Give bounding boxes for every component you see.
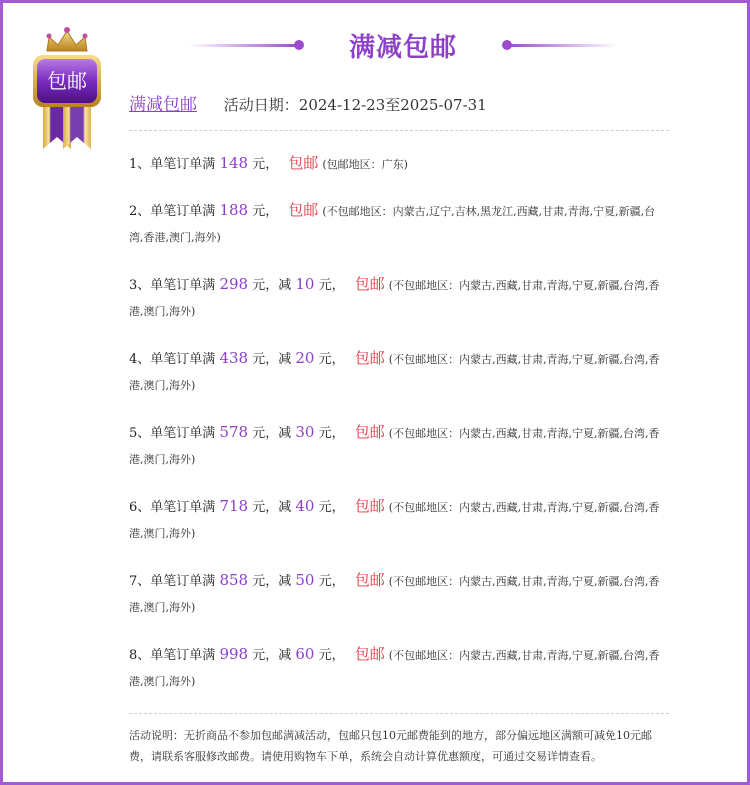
region-note: (不包邮地区：内蒙古,辽宁,吉林,黑龙江,西藏,甘肃,青海,宁夏,新疆,台湾,香港,澳门,海外)	[129, 205, 656, 244]
region-note: (不包邮地区：内蒙古,西藏,甘肃,青海,宁夏,新疆,台湾,香港,澳门,海外)	[129, 427, 660, 466]
promo-footnote: 活动说明：无折商品不参加包邮满减活动，包邮只包10元邮费能到的地方，部分偏远地区满额可减免10元邮费，请联系客服修改邮费。请使用购物车下单，系统会自动计算优惠额度，可通过交易详情查看。	[129, 729, 652, 763]
rule-item: 4、单笔订单满 438 元，减 20 元， 包邮 (不包邮地区：内蒙古,西藏,甘肃,青海,宁夏,新疆,台湾,香港,澳门,海外)	[129, 349, 660, 392]
badge-label: 包邮	[47, 69, 87, 93]
free-shipping-label: 包邮	[354, 423, 385, 441]
threshold-price: 578	[219, 423, 249, 441]
promo-header	[129, 90, 667, 115]
threshold-price: 438	[219, 349, 249, 367]
free-shipping-label: 包邮	[354, 275, 385, 293]
promo-date: 活动日期：2024-12-23至2025-07-31	[223, 96, 487, 114]
free-shipping-badge	[27, 21, 107, 161]
region-note: (不包邮地区：内蒙古,西藏,甘肃,青海,宁夏,新疆,台湾,香港,澳门,海外)	[129, 575, 660, 614]
region-note: (不包邮地区：内蒙古,西藏,甘肃,青海,宁夏,新疆,台湾,香港,澳门,海外)	[129, 501, 660, 540]
rule-item: 6、单笔订单满 718 元，减 40 元， 包邮 (不包邮地区：内蒙古,西藏,甘肃,青海,宁夏,新疆,台湾,香港,澳门,海外)	[129, 497, 660, 540]
divider-bottom	[129, 713, 669, 714]
promo-name-link[interactable]: 满减包邮	[129, 95, 197, 115]
discount-amount: 60	[295, 645, 315, 663]
divider-top	[129, 130, 669, 131]
crown-icon	[47, 27, 88, 51]
title-bar	[188, 25, 618, 65]
region-note: (不包邮地区：内蒙古,西藏,甘肃,青海,宁夏,新疆,台湾,香港,澳门,海外)	[129, 649, 660, 688]
discount-amount: 10	[295, 275, 315, 293]
rule-item: 2、单笔订单满 188 元， 包邮 (不包邮地区：内蒙古,辽宁,吉林,黑龙江,西藏,甘肃,青海,宁夏,新疆,台湾,香港,澳门,海外)	[129, 201, 656, 244]
threshold-price: 858	[219, 571, 249, 589]
threshold-price: 718	[219, 497, 249, 515]
discount-amount: 20	[295, 349, 315, 367]
region-note: (不包邮地区：内蒙古,西藏,甘肃,青海,宁夏,新疆,台湾,香港,澳门,海外)	[129, 353, 660, 392]
page-title: 满减包邮	[348, 33, 457, 63]
rule-item: 3、单笔订单满 298 元，减 10 元， 包邮 (不包邮地区：内蒙古,西藏,甘肃,青海,宁夏,新疆,台湾,香港,澳门,海外)	[129, 275, 660, 318]
free-shipping-label: 包邮	[354, 349, 385, 367]
rule-item: 1、单笔订单满 148 元， 包邮 (包邮地区：广东)	[129, 154, 408, 172]
threshold-price: 298	[219, 275, 249, 293]
free-shipping-label: 包邮	[288, 201, 319, 219]
threshold-price: 188	[219, 201, 249, 219]
discount-amount: 40	[295, 497, 315, 515]
free-shipping-label: 包邮	[288, 154, 319, 172]
discount-amount: 50	[295, 571, 315, 589]
rule-item: 7、单笔订单满 858 元，减 50 元， 包邮 (不包邮地区：内蒙古,西藏,甘肃,青海,宁夏,新疆,台湾,香港,澳门,海外)	[129, 571, 660, 614]
region-note: (不包邮地区：内蒙古,西藏,甘肃,青海,宁夏,新疆,台湾,香港,澳门,海外)	[129, 279, 660, 318]
title-line-right	[508, 44, 618, 47]
discount-amount: 30	[295, 423, 315, 441]
threshold-price: 148	[219, 154, 249, 172]
free-shipping-label: 包邮	[354, 645, 385, 663]
rule-item: 8、单笔订单满 998 元，减 60 元， 包邮 (不包邮地区：内蒙古,西藏,甘肃,青海,宁夏,新疆,台湾,香港,澳门,海外)	[129, 645, 660, 688]
free-shipping-label: 包邮	[354, 571, 385, 589]
free-shipping-label: 包邮	[354, 497, 385, 515]
region-note: (包邮地区：广东)	[322, 158, 408, 171]
rule-item: 5、单笔订单满 578 元，减 30 元， 包邮 (不包邮地区：内蒙古,西藏,甘肃,青海,宁夏,新疆,台湾,香港,澳门,海外)	[129, 423, 660, 466]
threshold-price: 998	[219, 645, 249, 663]
